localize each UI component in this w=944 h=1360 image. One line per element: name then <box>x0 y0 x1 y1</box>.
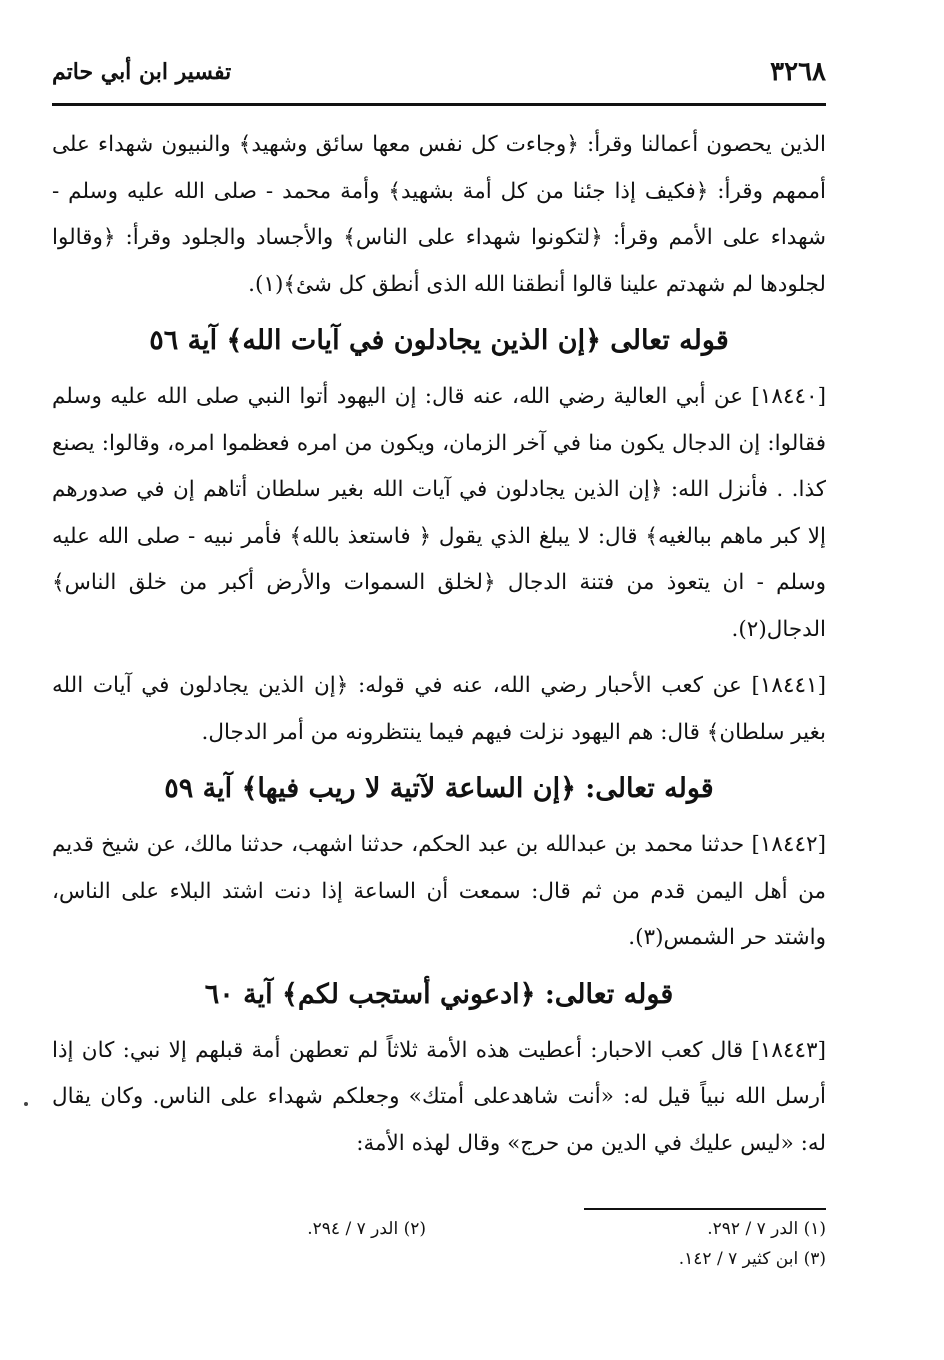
narration-18443: [١٨٤٤٣] قال كعب الاحبار: أعطيت هذه الأمة ثلاثاً لم تعطهن أمة قبلهم إلا نبي: كان إذا أرسل الله نبياً قيل له: «أنت شاهدعلى أمتك» وجعلكم شهداء على الناس. وكان يقال له: «ليس عليك في الدين من حرج» وقال لهذه الأمة: <box>52 1037 826 1156</box>
page-body <box>52 122 826 1167</box>
footnote-2: (٢) الدر ٧ / ٢٩٤. <box>307 1219 426 1239</box>
footnote-separator <box>584 1208 826 1210</box>
section-heading-verse-59: قوله تعالى: ﴿إن الساعة لآتية لا ريب فيها﴾ آية ٥٩ <box>164 773 714 804</box>
section-heading-verse-56: قوله تعالى ﴿إن الذين يجادلون في آيات الله﴾ آية ٥٦ <box>149 325 729 356</box>
scan-speck <box>24 1102 28 1106</box>
footnote-3: (٣) ابن كثير ٧ / ١٤٢. <box>678 1249 826 1269</box>
footnotes <box>52 1214 826 1274</box>
narration-18441: [١٨٤٤١] عن كعب الأحبار رضي الله، عنه في قوله: ﴿إن الذين يجادلون في آيات الله بغير سلطان﴾ قال: هم اليهود نزلت فيهم فيما ينتظرونه من أمر الدجال. <box>52 673 826 745</box>
running-title: تفسير ابن أبي حاتم <box>52 59 232 85</box>
narration-18442: [١٨٤٤٢] حدثنا محمد بن عبدالله بن عبد الحكم، حدثنا اشهب، حدثنا مالك، عن شيخ قديم من أهل اليمن قدم من ثم قال: سمعت أن الساعة إذا دنت اشتد البلاء على الناس، واشتد حر الشمس(٣). <box>52 832 826 950</box>
intro-paragraph: الذين يحصون أعمالنا وقرأ: ﴿وجاءت كل نفس معها سائق وشهيد﴾ والنبيون شهداء على أممهم وقرأ: ﴿فكيف إذا جئنا من كل أمة بشهيد﴾ وأمة محمد - صلى الله عليه وسلم - شهداء على الأمم وقرأ: ﴿لتكونوا شهداء على الناس﴾ والأجساد والجلود وقرأ: ﴿وقالوا لجلودها لم شهدتم علينا قالوا أنطقنا الله الذى أنطق كل شئ﴾(١). <box>52 132 826 297</box>
section-heading-verse-60: قوله تعالى: ﴿ادعوني أستجب لكم﴾ آية ٦٠ <box>204 978 674 1010</box>
footnote-1: (١) الدر ٧ / ٢٩٢. <box>707 1219 826 1239</box>
page-number: ٣٢٦٨ <box>770 57 826 87</box>
narration-18440: [١٨٤٤٠] عن أبي العالية رضي الله، عنه قال: إن اليهود أتوا النبي صلى الله عليه وسلم فقالوا: إن الدجال يكون منا في آخر الزمان، ويكون من امره فعظموا امره، وقالوا: يصنع كذا. . فأنزل الله: ﴿إن الذين يجادلون في آيات الله بغير سلطان أتاهم إن في صدورهم إلا كبر ماهم ببالغيه﴾ قال: لا يبلغ الذي يقول ﴿ فاستعذ بالله﴾ فأمر نبيه - صلى الله عليه وسلم - ان يتعوذ من فتنة الدجال ﴿لخلق السموات والأرض أكبر من خلق الناس﴾ الدجال(٢). <box>52 384 826 642</box>
page-header <box>52 55 826 106</box>
footnote-row <box>52 1244 826 1274</box>
footnote-row <box>52 1214 826 1244</box>
